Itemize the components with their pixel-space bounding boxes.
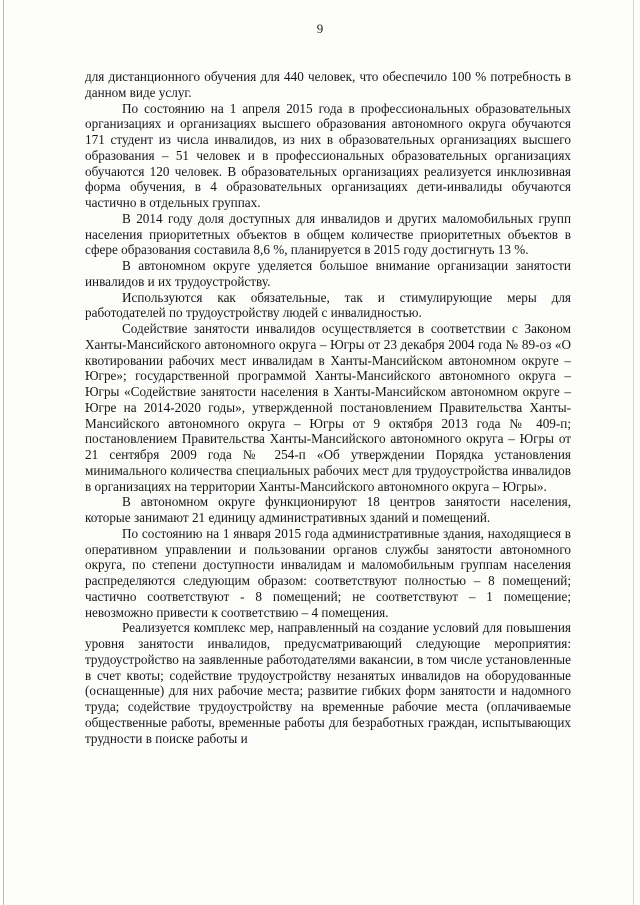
paragraph-continuation: для дистанционного обучения для 440 человек, что обеспечило 100 % потребность в данном виде услуг. — [85, 69, 571, 100]
paragraph-employment-centers: В автономном округе функционируют 18 центров занятости населения, которые занимают 21 единицу административных зданий и помещений. — [85, 494, 571, 525]
paragraph-buildings-accessibility: По состоянию на 1 января 2015 года административные здания, находящиеся в оперативном управлении и пользовании органов службы занятости автономного округа, по степени доступности инвалидам и маломобильным группам населения распределяются следующим образом: соответствуют полностью – 8 помещений; частично соответствуют - 8 помещений; не соответствуют – 1 помещение; невозможно привести к соответствию – 4 помещения. — [85, 525, 571, 620]
paragraph-employment-attention: В автономном округе уделяется большое внимание организации занятости инвалидов и их трудоустройству. — [85, 258, 571, 289]
paragraph-accessible-objects: В 2014 году доля доступных для инвалидов и других маломобильных групп населения приоритетных объектов в общем количестве приоритетных объектов в сфере образования составила 8,6 %, планируется в 2015 году достигнуть 13 %. — [85, 210, 571, 258]
paragraph-employer-measures: Используются как обязательные, так и стимулирующие меры для работодателей по трудоустройству людей с инвалидностью. — [85, 289, 571, 321]
paragraph-legal-basis: Содействие занятости инвалидов осуществляется в соответствии с Законом Ханты-Мансийского автономного округа – Югры от 23 декабря 2004 года № 89-оз «О квотировании рабочих мест инвалидам в Ханты-Мансийском автономном округе – Югре»; государственной программой Ханты-Мансийского автономного округа – Югры «Содействие занятости населения в Ханты-Мансийском автономном округе – Югре на 2014-2020 годы», утвержденной постановлением Правительства Ханты-Мансийского автономного округа – Югры от 9 октября 2013 года № 409-п; постановлением Правительства Ханты-Мансийского автономного округа – Югры от 21 сентября 2009 года № 254-п «Об утверждении Порядка установления минимального количества специальных рабочих мест для трудоустройства инвалидов в организациях на территории Ханты-Мансийского автономного округа – Югры». — [85, 321, 571, 494]
page-number: 9 — [316, 21, 324, 36]
scan-left-edge — [3, 0, 4, 905]
paragraph-students-disabilities: По состоянию на 1 апреля 2015 года в профессиональных образовательных организациях и организациях высшего образования автономного округа обучаются 171 студент из числа инвалидов, из них в образовательных организациях высшего образования – 51 человек и в профессиональных образовательных организациях обучаются 120 человек. В образовательных организациях реализуется инклюзивная форма обучения, в 4 образовательных организациях дети-инвалиды обучаются частично в отдельных группах. — [85, 100, 571, 210]
paragraph-measures-complex: Реализуется комплекс мер, направленный на создание условий для повышения уровня занятости инвалидов, предусматривающий следующие мероприятия: трудоустройство на заявленные работодателями вакансии, в том числе установленные в счет квоты; содействие трудоустройству незанятых инвалидов на оборудованные (оснащенные) для них рабочие места; развитие гибких форм занятости и надомного труда; содействие трудоустройству на временные рабочие места (оплачиваемые общественные работы, временные работы для безработных граждан, испытывающих трудности в поиске работы и — [85, 620, 571, 746]
document-body — [85, 69, 571, 746]
scan-right-edge — [633, 0, 634, 905]
